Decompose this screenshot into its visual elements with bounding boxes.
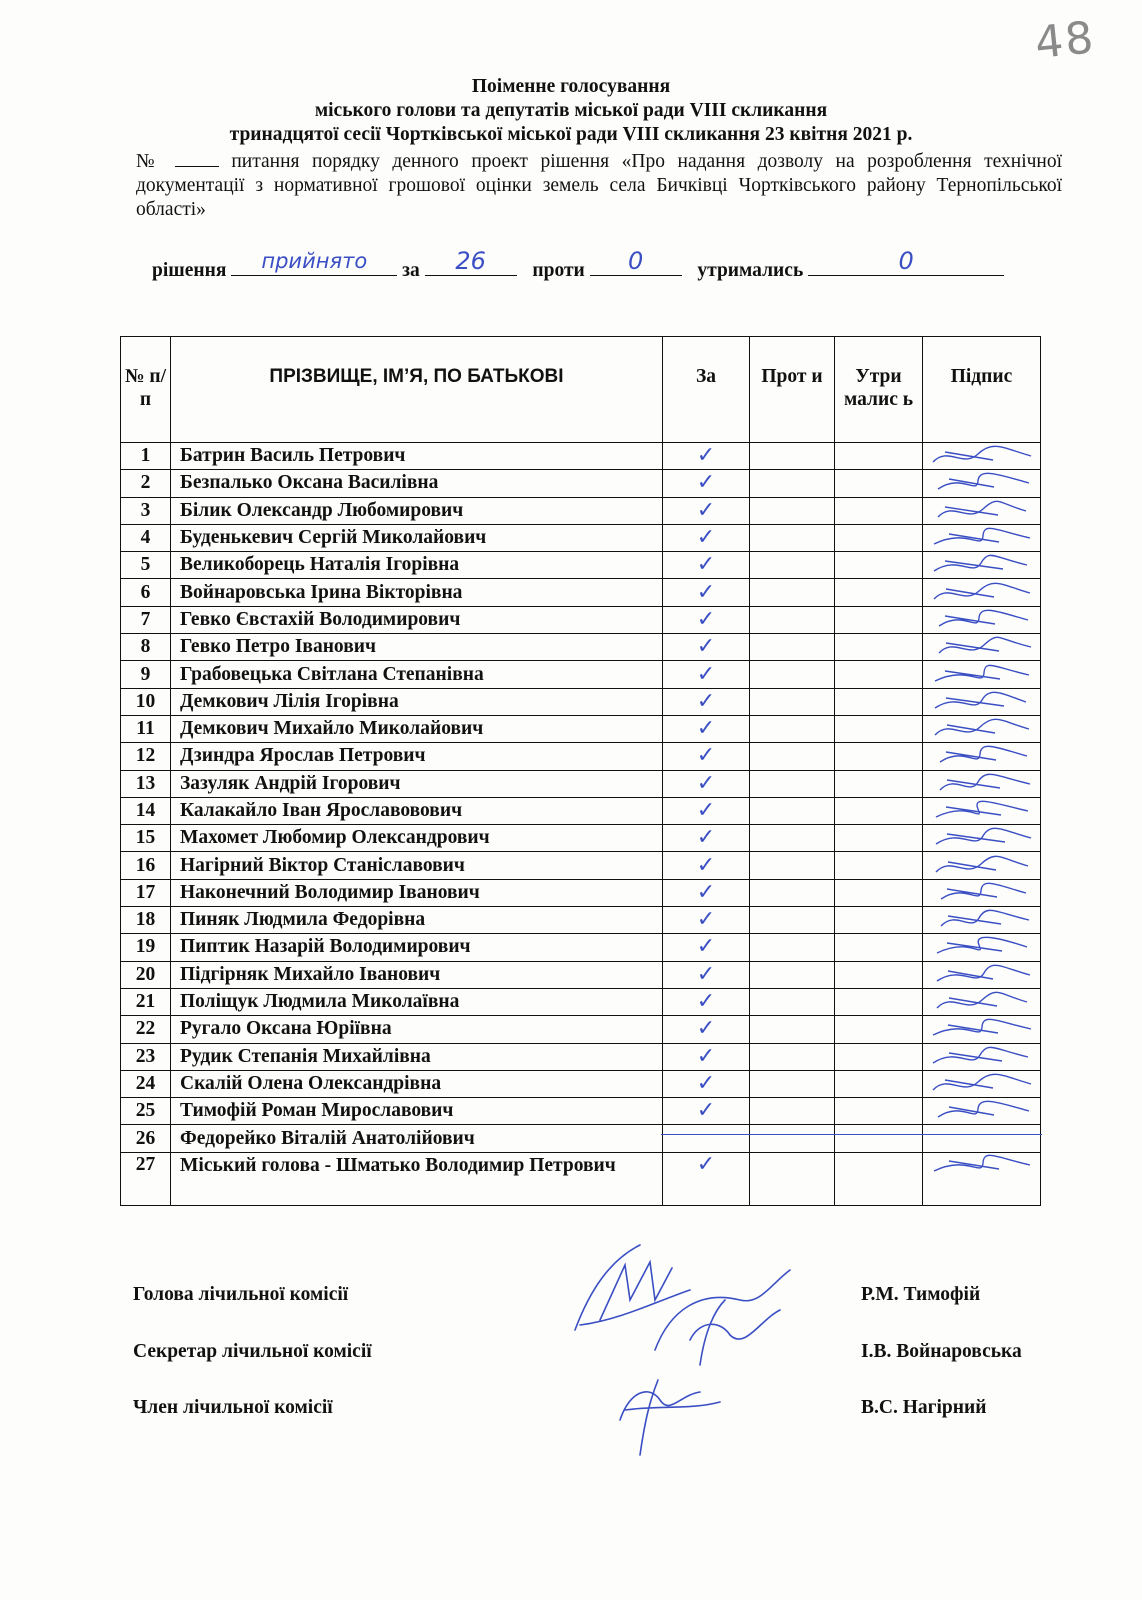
row-name: Дзиндра Ярослав Петрович [171,743,663,770]
secretary-name: І.В. Войнаровська [861,1341,1022,1362]
row-name: Підгірняк Михайло Іванович [171,961,663,988]
check-mark-icon: ✓ [696,552,716,578]
vote-against-cell [750,552,835,579]
signature-cell [923,743,1041,770]
row-number: 4 [121,524,171,551]
row-name: Калакайло Іван Ярославовович [171,797,663,824]
handwritten-signature [923,881,1039,905]
handwritten-signature [923,444,1039,468]
row-name: Ругало Оксана Юріївна [171,1016,663,1043]
check-mark-icon: ✓ [696,879,716,905]
handwritten-signature [923,854,1039,878]
vote-for-cell [663,634,750,661]
signature-cell [923,770,1041,797]
vote-abstain-cell [835,770,923,797]
vote-abstain-cell [835,852,923,879]
table-row [121,907,1041,934]
row-name: Пиняк Людмила Федорівна [171,907,663,934]
strike-line [833,1134,924,1135]
table-row [121,797,1041,824]
check-mark-icon: ✓ [696,907,716,933]
vote-against-cell [750,688,835,715]
signature-cell [923,552,1041,579]
row-name: Скалій Олена Олександрівна [171,1070,663,1097]
vote-for-cell [663,688,750,715]
vote-abstain-cell [835,1043,923,1070]
session-line: тринадцятої сесії Чортківської міської ради VIII скликання 23 квітня 2021 р. [229,124,913,145]
question-number-prefix: № [136,151,163,172]
decision-label: рішення [152,260,227,281]
header-num: № п/п [121,337,171,443]
secretary-label: Секретар лічильної комісії [133,1341,372,1362]
row-number: 18 [121,907,171,934]
check-mark-icon: ✓ [696,852,716,878]
check-mark-icon: ✓ [696,525,716,551]
vote-against-cell [750,497,835,524]
vote-for-cell [663,934,750,961]
vote-for-cell [663,1043,750,1070]
vote-for-cell [663,1125,750,1152]
handwritten-signature [923,581,1039,605]
for-label: за [402,260,420,281]
table-row [121,524,1041,551]
strike-line [661,1134,751,1135]
strike-line [748,1134,836,1135]
vote-abstain-cell [835,661,923,688]
signature-cell [923,497,1041,524]
handwritten-signature [923,553,1039,577]
decision-result-field [231,249,397,276]
table-row [121,852,1041,879]
check-mark-icon: ✓ [696,825,716,851]
header-for: За [663,337,750,443]
row-name: Демкович Михайло Миколайович [171,715,663,742]
handwritten-signature [923,1045,1039,1069]
vote-abstain-cell [835,825,923,852]
table-row [121,552,1041,579]
table-row [121,661,1041,688]
vote-against-cell [750,797,835,824]
row-number: 14 [121,797,171,824]
check-mark-icon: ✓ [696,989,716,1015]
vote-against-cell [750,879,835,906]
for-count: 26 [455,247,486,275]
check-mark-icon: ✓ [696,443,716,469]
vote-abstain-cell [835,961,923,988]
vote-abstain-cell [835,634,923,661]
check-mark-icon: ✓ [696,743,716,769]
check-mark-icon: ✓ [696,1151,716,1177]
vote-against-cell [750,825,835,852]
table-row [121,879,1041,906]
handwritten-signature [923,717,1039,741]
table-row [121,606,1041,633]
table-row [121,1016,1041,1043]
check-mark-icon: ✓ [696,716,716,742]
handwritten-signature [923,1072,1039,1096]
abstain-count: 0 [898,247,914,275]
vote-for-cell [663,825,750,852]
handwritten-signature [923,526,1039,550]
header-against: Прот и [750,337,835,443]
handwritten-signature [923,471,1039,495]
handwritten-signature [923,799,1039,823]
against-count: 0 [628,247,644,275]
for-count-field [425,247,517,276]
table-row [121,634,1041,661]
table-row [121,1125,1041,1152]
vote-for-cell [663,907,750,934]
check-mark-icon: ✓ [696,1098,716,1124]
row-number: 11 [121,715,171,742]
signature-cell [923,661,1041,688]
check-mark-icon: ✓ [696,470,716,496]
agenda-question [136,150,1062,222]
row-number: 27 [121,1152,171,1205]
handwritten-signature [923,772,1039,796]
signature-cell [923,961,1041,988]
signature-cell [923,1070,1041,1097]
vote-against-cell [750,743,835,770]
check-mark-icon: ✓ [696,661,716,687]
table-row [121,715,1041,742]
row-number: 3 [121,497,171,524]
decision-result: прийнято [261,249,368,273]
row-name: Батрин Василь Петрович [171,443,663,470]
vote-for-cell [663,552,750,579]
row-name: Нагірний Віктор Станіславович [171,852,663,879]
vote-against-cell [750,907,835,934]
vote-abstain-cell [835,688,923,715]
vote-for-cell [663,961,750,988]
vote-against-cell [750,1070,835,1097]
row-number: 5 [121,552,171,579]
vote-against-cell [750,961,835,988]
row-number: 23 [121,1043,171,1070]
member-label: Член лічильної комісії [133,1397,333,1418]
table-row [121,470,1041,497]
vote-abstain-cell [835,443,923,470]
check-mark-icon: ✓ [696,1043,716,1069]
table-header-row [121,337,1041,443]
signature-cell [923,825,1041,852]
row-name: Міський голова - Шматько Володимир Петрович [171,1152,663,1205]
row-name: Махомет Любомир Олександрович [171,825,663,852]
signature-cell [923,1043,1041,1070]
row-name: Войнаровська Ірина Вікторівна [171,579,663,606]
vote-abstain-cell [835,1016,923,1043]
handwritten-signature [923,663,1039,687]
vote-for-cell [663,770,750,797]
row-name: Демкович Лілія Ігорівна [171,688,663,715]
row-name: Гевко Петро Іванович [171,634,663,661]
signature-cell [923,715,1041,742]
vote-abstain-cell [835,988,923,1015]
handwritten-signature [923,744,1039,768]
row-name: Наконечний Володимир Іванович [171,879,663,906]
signature-cell [923,470,1041,497]
vote-against-cell [750,1016,835,1043]
handwritten-signature [923,499,1039,523]
vote-against-cell [750,579,835,606]
vote-for-cell [663,1152,750,1205]
row-number: 8 [121,634,171,661]
check-mark-icon: ✓ [696,606,716,632]
row-name: Грабовецька Світлана Степанівна [171,661,663,688]
row-number: 19 [121,934,171,961]
table-row [121,743,1041,770]
check-mark-icon: ✓ [696,688,716,714]
signature-cell [923,1125,1041,1152]
document-title: Поіменне голосування [471,76,671,97]
check-mark-icon: ✓ [696,798,716,823]
header-abstain: Утри малис ь [835,337,923,443]
signature-cell [923,524,1041,551]
row-name: Поліщук Людмила Миколаївна [171,988,663,1015]
page-number: 48 [1032,12,1098,70]
handwritten-signature [923,635,1039,659]
check-mark-icon: ✓ [696,497,716,523]
header-name: ПРІЗВИЩЕ, ІМ’Я, ПО БАТЬКОВІ [171,337,663,443]
row-number: 16 [121,852,171,879]
row-number: 1 [121,443,171,470]
table-row [121,579,1041,606]
vote-against-cell [750,634,835,661]
handwritten-signature [923,990,1039,1014]
vote-abstain-cell [835,715,923,742]
vote-abstain-cell [835,743,923,770]
row-number: 24 [121,1070,171,1097]
row-number: 13 [121,770,171,797]
row-name: Рудик Степанія Михайлівна [171,1043,663,1070]
row-name: Безпалько Оксана Василівна [171,470,663,497]
check-mark-icon: ✓ [696,770,716,796]
vote-abstain-cell [835,1070,923,1097]
vote-for-cell [663,579,750,606]
check-mark-icon: ✓ [696,579,716,605]
handwritten-signature [923,1099,1039,1123]
handwritten-signature [923,608,1039,632]
vote-against-cell [750,852,835,879]
vote-abstain-cell [835,470,923,497]
signature-cell [923,1016,1041,1043]
vote-for-cell [663,1098,750,1125]
handwritten-signature [923,826,1039,850]
vote-abstain-cell [835,579,923,606]
row-number: 12 [121,743,171,770]
against-label: проти [532,260,585,281]
vote-abstain-cell [835,1125,923,1152]
vote-for-cell [663,661,750,688]
vote-against-cell [750,770,835,797]
decision-line [152,247,1052,282]
table-row [121,1043,1041,1070]
table-row [121,1070,1041,1097]
vote-for-cell [663,497,750,524]
vote-abstain-cell [835,524,923,551]
vote-for-cell [663,797,750,824]
signature-cell [923,1098,1041,1125]
table-row [121,688,1041,715]
vote-rows [121,443,1041,1206]
table-row [121,443,1041,470]
abstain-count-field [808,247,1004,276]
row-number: 20 [121,961,171,988]
row-number: 9 [121,661,171,688]
question-number-blank [175,152,219,167]
signature-cell [923,1152,1041,1205]
vote-abstain-cell [835,934,923,961]
table-row [121,1098,1041,1125]
header-signature: Підпис [923,337,1041,443]
table-row [121,988,1041,1015]
vote-against-cell [750,470,835,497]
row-number: 17 [121,879,171,906]
row-name: Гевко Євстахій Володимирович [171,606,663,633]
document-subtitle: міського голови та депутатів міської ради VIII скликання [314,100,828,121]
check-mark-icon: ✓ [696,934,716,960]
signature-cell [923,688,1041,715]
signature-cell [923,934,1041,961]
table-row [121,961,1041,988]
vote-table [120,336,1041,1206]
vote-against-cell [750,934,835,961]
vote-for-cell [663,606,750,633]
chair-name: Р.М. Тимофій [861,1284,981,1305]
signature-cell [923,988,1041,1015]
vote-for-cell [663,988,750,1015]
vote-abstain-cell [835,1152,923,1205]
vote-for-cell [663,443,750,470]
row-number: 21 [121,988,171,1015]
row-number: 6 [121,579,171,606]
row-number: 26 [121,1125,171,1152]
committee-secretary [133,1341,1033,1363]
row-number: 25 [121,1098,171,1125]
handwritten-signature [923,1153,1039,1177]
row-number: 22 [121,1016,171,1043]
vote-against-cell [750,524,835,551]
vote-against-cell [750,606,835,633]
handwritten-signature [923,1017,1039,1041]
signature-cell [923,579,1041,606]
vote-against-cell [750,715,835,742]
vote-abstain-cell [835,879,923,906]
signature-cell [923,879,1041,906]
vote-for-cell [663,852,750,879]
committee-member [133,1397,1033,1419]
signature-cell [923,797,1041,824]
signature-cell [923,852,1041,879]
table-row [121,1152,1041,1205]
vote-abstain-cell [835,606,923,633]
table-row [121,770,1041,797]
table-row [121,825,1041,852]
table-row [121,497,1041,524]
vote-abstain-cell [835,1098,923,1125]
row-name: Буденькевич Сергій Миколайович [171,524,663,551]
against-count-field [590,247,682,276]
row-number: 15 [121,825,171,852]
check-mark-icon: ✓ [696,1070,716,1096]
vote-abstain-cell [835,552,923,579]
handwritten-signature [923,963,1039,987]
vote-against-cell [750,1098,835,1125]
vote-abstain-cell [835,497,923,524]
signature-cell [923,606,1041,633]
vote-for-cell [663,524,750,551]
vote-for-cell [663,715,750,742]
vote-for-cell [663,879,750,906]
vote-abstain-cell [835,907,923,934]
vote-against-cell [750,1043,835,1070]
strike-line [921,1134,1042,1135]
signature-cell [923,634,1041,661]
row-number: 7 [121,606,171,633]
member-name: В.С. Нагірний [861,1397,987,1418]
handwritten-signature [923,908,1039,932]
row-name: Великоборець Наталія Ігорівна [171,552,663,579]
handwritten-signature [923,690,1039,714]
check-mark-icon: ✓ [696,1016,716,1042]
vote-for-cell [663,1016,750,1043]
row-name: Федорейко Віталій Анатолійович [171,1125,663,1152]
committee-chair [133,1284,1033,1306]
abstain-label: утримались [697,260,804,281]
row-name: Білик Олександр Любомирович [171,497,663,524]
row-name: Тимофій Роман Мирославович [171,1098,663,1125]
vote-abstain-cell [835,797,923,824]
row-number: 10 [121,688,171,715]
row-number: 2 [121,470,171,497]
vote-against-cell [750,988,835,1015]
handwritten-signature [923,935,1039,959]
chair-label: Голова лічильної комісії [133,1284,349,1305]
vote-against-cell [750,1125,835,1152]
vote-against-cell [750,1152,835,1205]
row-name: Зазуляк Андрій Ігорович [171,770,663,797]
signature-cell [923,907,1041,934]
vote-against-cell [750,443,835,470]
vote-against-cell [750,661,835,688]
vote-for-cell [663,470,750,497]
check-mark-icon: ✓ [696,961,716,987]
check-mark-icon: ✓ [696,634,716,660]
table-row [121,934,1041,961]
row-name: Пиптик Назарій Володимирович [171,934,663,961]
signature-cell [923,443,1041,470]
vote-for-cell [663,743,750,770]
question-text: питання порядку денного проект рішення «Про надання дозволу на розроблення технічної документації з нормативної грошової оцінки земель села Бичківці Чортківського району Тернопільської області» [136,151,1063,220]
vote-for-cell [663,1070,750,1097]
